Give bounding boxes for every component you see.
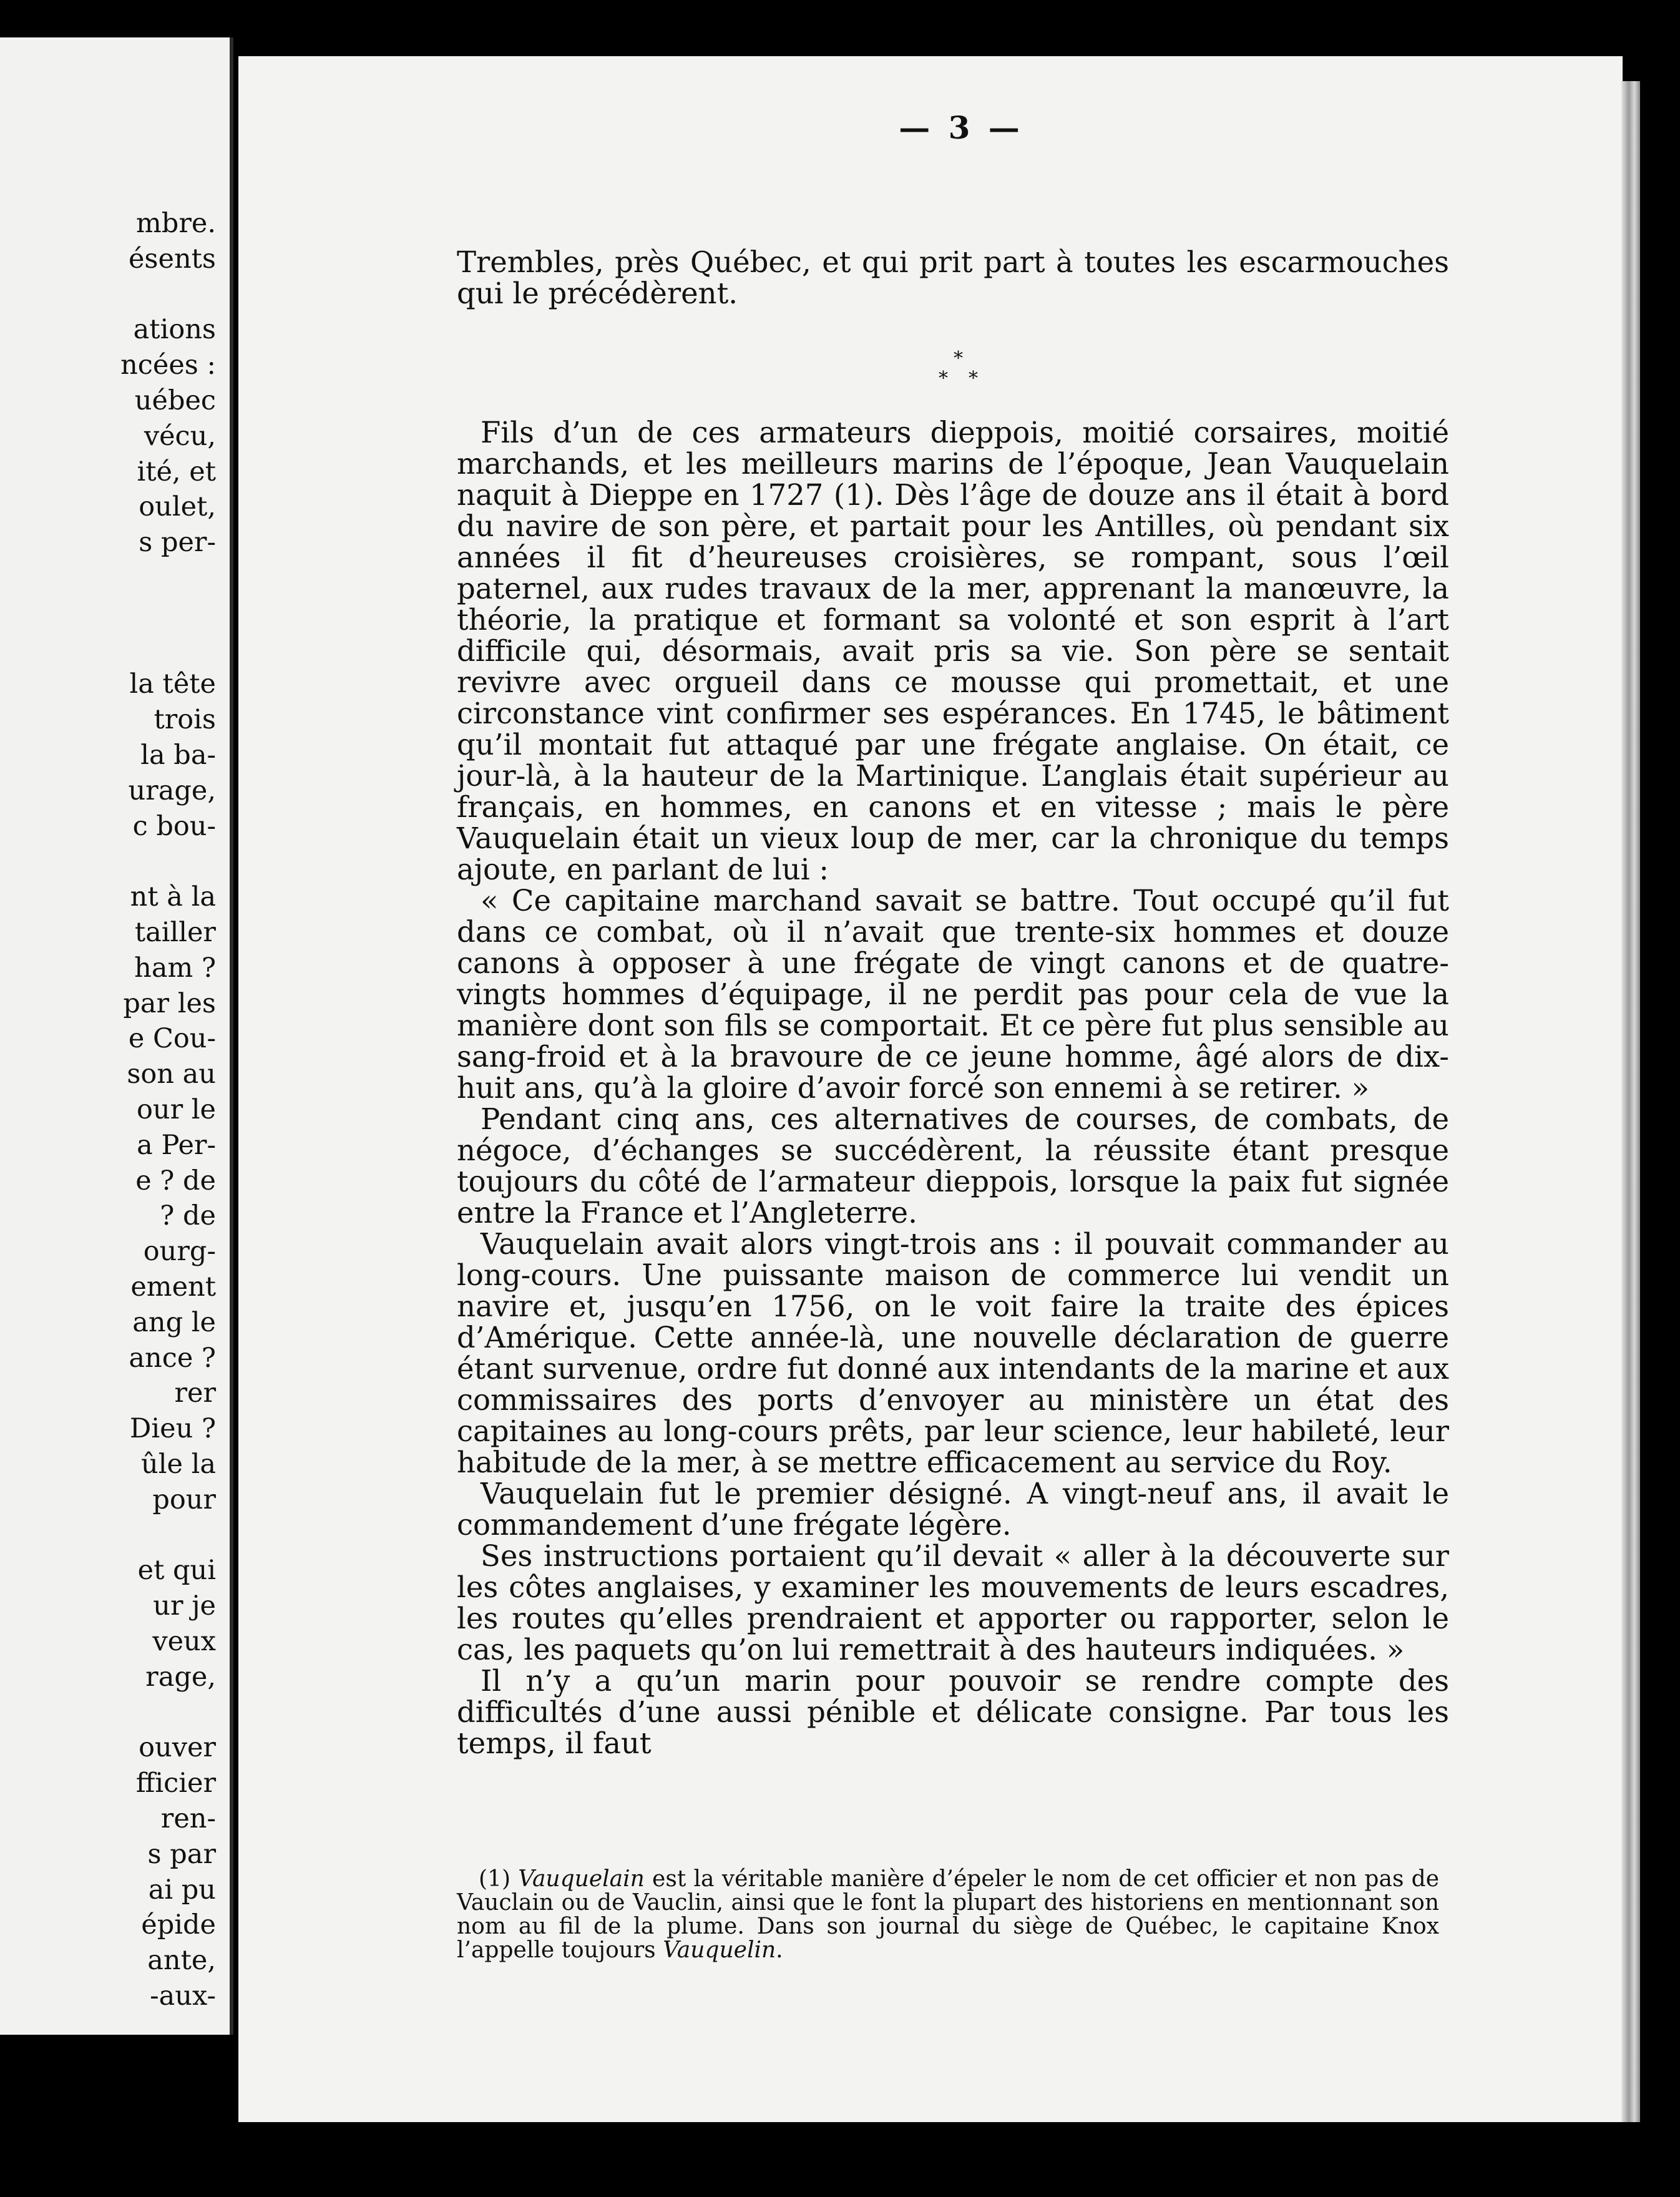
paragraph: Pendant cinq ans, ces alternatives de courses, de combats, de négoce, d’échanges se succédèrent, la réussite étant presque toujours du côté de l’armateur dieppois, lorsque la paix fut signée entre la France et l’Angleterre.: [457, 1102, 1449, 1230]
left-page-line: ? de: [160, 1200, 216, 1232]
left-page-line: fficier: [135, 1768, 216, 1799]
footnote-term: Vauquelain: [518, 1866, 645, 1892]
left-page-line: rer: [174, 1377, 216, 1409]
footnote-text: (1) Vauquelain est la véritable manière d’épeler le nom de cet officier et non pas de Vauclain ou de Vauclin, ainsi que le font la plupart des historiens en mentionnant son nom au fil de la plume. Dans son journal du siège de Québec, le capitaine Knox l’appelle toujours Vauquelin.: [457, 1866, 1439, 1963]
left-page-line: our le: [136, 1094, 216, 1125]
left-page-line: ante,: [147, 1945, 216, 1977]
paragraph: Ses instructions portaient qu’il devait « aller à la découverte sur les côtes anglaises, y examiner les mouvements de leurs escadres, les routes qu’elles prendraient et apporter ou rapporter, selon le cas, les paquets qu’on lui remettrait à des hauteurs indiquées. »: [457, 1539, 1449, 1666]
left-page-line: ûle la: [141, 1449, 216, 1480]
left-page-line: tailler: [134, 917, 216, 948]
left-page-line: pour: [152, 1484, 216, 1515]
left-page-line: nt à la: [130, 881, 216, 913]
paragraph-continuation: Trembles, près Québec, et qui prit part à toutes les escarmouches qui le précédèrent.: [457, 245, 1449, 310]
left-page-line: oulet,: [139, 491, 216, 523]
left-page-line: ésents: [128, 243, 216, 275]
left-page-line: ance ?: [129, 1342, 216, 1374]
footnote-body: est la véritable manière d’épeler le nom de cet officier et non pas de Vauclain ou de Vauclin, ainsi que le font la plupart des historiens en mentionnant son nom au fil de la plume. Dans son journal du siège de Québec, le capitaine Knox l’appelle toujours: [457, 1866, 1439, 1963]
page-edge: [1621, 81, 1640, 2122]
left-page-line: ations: [133, 314, 216, 346]
asterism-star: *: [939, 368, 948, 389]
left-page-line: e ? de: [135, 1165, 216, 1196]
footnote-marker: (1): [479, 1866, 510, 1892]
left-page-line: ement: [130, 1271, 216, 1303]
left-page-line: ouver: [139, 1732, 216, 1764]
left-page-line: e Cou-: [128, 1023, 216, 1055]
left-page-line: -aux-: [150, 1980, 216, 2012]
left-page-line: s par: [147, 1838, 216, 1870]
paragraph: Vauquelain avait alors vingt-trois ans : il pouvait commander au long-cours. Une puissante maison de commerce lui vendit un navire et, jusqu’en 1756, on le voit faire la traite des épices d’Amérique. Cette année-là, une nouvelle déclaration de guerre étant survenue, ordre fut donné aux intendants de la marine et aux commissaires des ports d’envoyer au ministère un état des capitaines au long-cours prêts, par leur science, leur habileté, leur habitude de la mer, à se mettre efficacement au service du Roy.: [457, 1227, 1449, 1479]
left-page-line: a Per-: [137, 1129, 216, 1161]
left-page-line: veux: [152, 1626, 216, 1657]
left-page-line: ai pu: [148, 1874, 216, 1906]
footnote: [457, 1867, 1439, 1962]
footnote-term: Vauquelin: [663, 1937, 776, 1963]
left-page-line: par les: [123, 987, 216, 1019]
left-page-line: mbre.: [136, 208, 216, 239]
left-page-line: uébec: [134, 385, 216, 416]
asterism-separator: [930, 350, 992, 399]
left-page-line: Dieu ?: [129, 1413, 216, 1445]
left-page-line: son au: [127, 1059, 216, 1090]
paragraph: Fils d’un de ces armateurs dieppois, moitié corsaires, moitié marchands, et les meilleurs marins de l’époque, Jean Vauquelain naquit à Dieppe en 1727 (1). Dès l’âge de douze ans il était à bord du navire de son père, et partait pour les Antilles, où pendant six années il fit d’heureuses croisières, se rompant, sous l’œil paternel, aux rudes travaux de la mer, apprenant la manœuvre, la théorie, la pratique et formant sa volonté et son esprit à l’art difficile qui, désormais, avait pris sa vie. Son père se sentait revivre avec orgueil dans ce mousse qui promettait, et une circonstance vint confirmer ses espérances. En 1745, le bâtiment qu’il montait fut attaqué par une frégate anglaise. On était, ce jour-là, à la hauteur de la Martinique. L’anglais était supérieur au français, en hommes, en canons et en vitesse ; mais le père Vauquelain était un vieux loup de mer, car la chronique du temps ajoute, en parlant de lui :: [457, 416, 1449, 886]
left-page-line: ham ?: [134, 952, 216, 984]
left-page-line: vécu,: [144, 420, 216, 452]
left-facing-page: [0, 37, 233, 2035]
left-page-line: et qui: [137, 1555, 216, 1587]
main-text: [457, 417, 1449, 1759]
left-page-line: s per-: [139, 527, 216, 559]
left-page-line: épide: [141, 1909, 216, 1941]
top-paragraph: [457, 247, 1449, 309]
left-page-line: ité, et: [137, 456, 216, 487]
left-page-line: ourg-: [143, 1236, 216, 1268]
paragraph: Il n’y a qu’un marin pour pouvoir se rendre compte des difficultés d’une aussi pénible et délicate consigne. Par tous les temps, il faut: [457, 1664, 1449, 1760]
left-page-line: trois: [154, 704, 216, 736]
left-page-line: ang le: [132, 1306, 216, 1338]
left-page-line: la tête: [129, 668, 216, 700]
asterism-star: *: [969, 368, 978, 389]
left-page-line: ncées :: [120, 350, 216, 381]
left-page-line: c bou-: [132, 810, 216, 842]
page-number: — 3 —: [899, 109, 1023, 146]
left-page-line: ur je: [153, 1590, 216, 1622]
left-page-line: ren-: [160, 1803, 216, 1834]
left-page-line: urage,: [128, 775, 216, 806]
asterism-star: *: [954, 348, 963, 369]
paragraph: Vauquelain fut le premier désigné. A vingt-neuf ans, il avait le commandement d’une frégate légère.: [457, 1477, 1449, 1542]
quote-paragraph: « Ce capitaine marchand savait se battre. Tout occupé qu’il fut dans ce combat, où il n’avait que trente-six hommes et douze canons à opposer à une frégate de vingt canons et de quatre-vingts hommes d’équipage, il ne perdit pas pour cela de vue la manière dont son fils se comportait. Et ce père fut plus sensible au sang-froid et à la bravoure de ce jeune homme, âgé alors de dix-huit ans, qu’à la gloire d’avoir forcé son ennemi à se retirer. »: [457, 884, 1449, 1105]
left-page-line: rage,: [145, 1661, 216, 1693]
left-page-line: la ba-: [140, 740, 216, 771]
